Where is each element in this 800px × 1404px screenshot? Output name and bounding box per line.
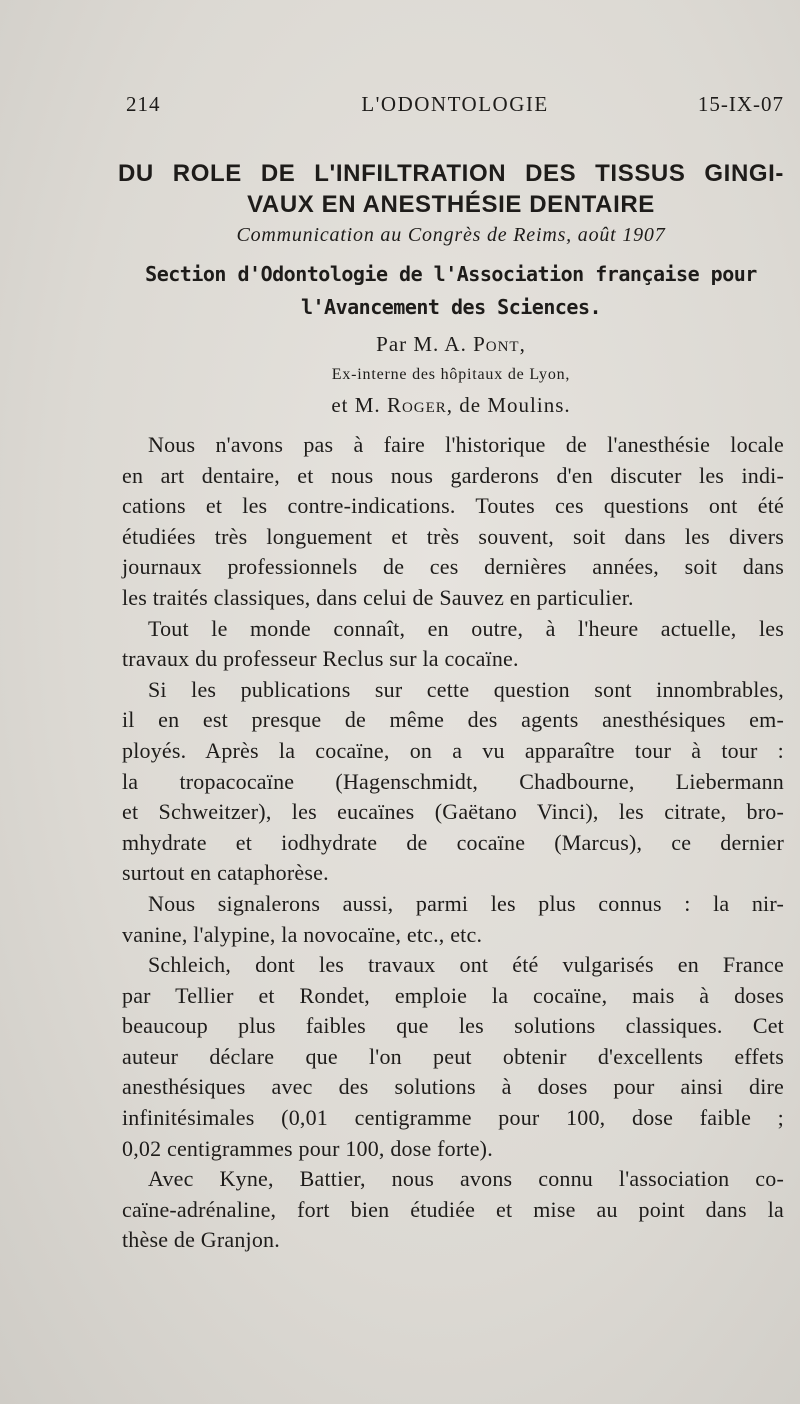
article-subtitle: Communication au Congrès de Reims, août 1907 <box>236 224 666 246</box>
article-title-line-1: DU ROLE DE L'INFILTRATION DES TISSUS GINGI- <box>118 160 784 187</box>
section-heading-line-1: Section d'Odontologie de l'Association française pour <box>145 262 757 286</box>
body-line: étudiées très longuement et très souvent, soit dans les divers <box>122 523 784 549</box>
body-line: Schleich, dont les travaux ont été vulgarisés en France <box>148 952 784 978</box>
body-line: vanine, l'alypine, la novocaïne, etc., etc. <box>122 921 483 947</box>
author-1-name: Pont <box>473 332 520 356</box>
body-line: anesthésiques avec des solutions à doses pour ainsi dire <box>122 1074 784 1100</box>
by-suffix: , <box>519 332 526 356</box>
body-line: thèse de Granjon. <box>122 1227 280 1253</box>
body-line: beaucoup plus faibles que les solutions classiques. Cet <box>122 1013 784 1039</box>
and-prefix: et M. <box>331 393 387 417</box>
running-title: L'ODONTOLOGIE <box>361 92 549 116</box>
body-line: ployés. Après la cocaïne, on a vu apparaître tour à tour : <box>122 737 784 763</box>
body-line: Nous n'avons pas à faire l'historique de l'anesthésie locale <box>148 432 784 457</box>
author-2-name: Roger <box>386 393 447 417</box>
by-prefix: Par M. A. <box>376 332 474 356</box>
article-title-line-2: VAUX EN ANESTHÉSIE DENTAIRE <box>247 191 655 218</box>
author-2-suffix: , de Moulins. <box>446 393 571 417</box>
body-line: infinitésimales (0,01 centigramme pour 100, dose faible ; <box>122 1105 784 1131</box>
body-line: cations et les contre-indications. Toutes ces questions ont été <box>122 493 784 519</box>
page-number: 214 <box>126 92 161 116</box>
body-line: surtout en cataphorèse. <box>122 860 329 886</box>
body-line: les traités classiques, dans celui de Sauvez en particulier. <box>122 584 634 610</box>
page-header <box>126 92 784 124</box>
author-1-affiliation: Ex-interne des hôpitaux de Lyon, <box>331 366 571 383</box>
body-line: et Schweitzer), les eucaïnes (Gaëtano Vinci), les citrate, bro- <box>122 799 784 825</box>
section-heading-line-2: l'Avancement des Sciences. <box>300 295 602 319</box>
body-line: caïne-adrénaline, fort bien étudiée et mise au point dans la <box>122 1196 784 1222</box>
body-line: Avec Kyne, Battier, nous avons connu l'association co- <box>148 1166 784 1192</box>
body-line: auteur déclare que l'on peut obtenir d'excellents effets <box>122 1043 784 1069</box>
article-body <box>122 430 784 1256</box>
body-line: travaux du professeur Reclus sur la cocaïne. <box>122 646 519 672</box>
article-title <box>118 158 784 220</box>
section-heading <box>118 258 784 324</box>
body-line: Tout le monde connaît, en outre, à l'heure actuelle, les <box>148 615 784 641</box>
body-line: en art dentaire, et nous nous garderons d'en discuter les indi- <box>122 462 784 488</box>
body-line: mhydrate et iodhydrate de cocaïne (Marcus), ce dernier <box>122 829 784 855</box>
body-line: 0,02 centigrammes pour 100, dose forte). <box>122 1135 493 1161</box>
issue-date: 15-IX-07 <box>697 92 784 116</box>
body-line: journaux professionnels de ces dernières années, soit dans <box>122 554 784 580</box>
body-line: il en est presque de même des agents anesthésiques em- <box>122 707 784 733</box>
author-byline-2 <box>118 393 784 418</box>
author-byline-1 <box>118 332 784 357</box>
body-line: par Tellier et Rondet, emploie la cocaïne, mais à doses <box>122 982 784 1008</box>
body-line: la tropacocaïne (Hagenschmidt, Chadbourne, Liebermann <box>122 768 784 794</box>
body-line: Si les publications sur cette question sont innombrables, <box>148 676 784 702</box>
body-line: Nous signalerons aussi, parmi les plus connus : la nir- <box>148 890 784 916</box>
